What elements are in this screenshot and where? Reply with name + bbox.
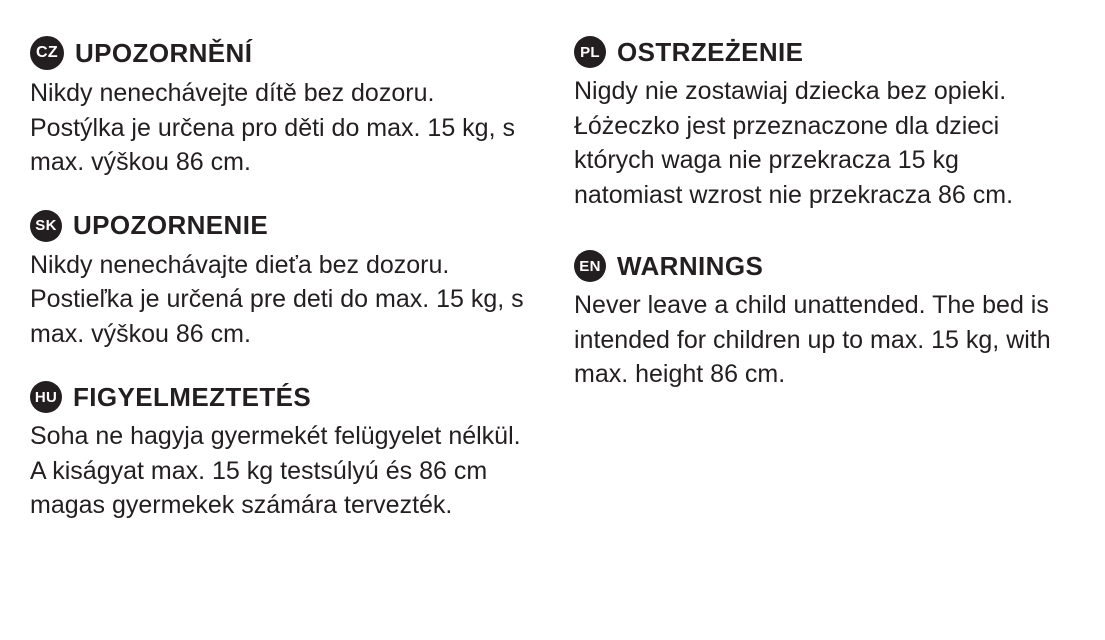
warning-title-cz: UPOZORNĚNÍ: [75, 37, 253, 68]
warning-heading-sk: [30, 210, 530, 242]
warning-heading-cz: [30, 36, 530, 70]
right-column: [574, 36, 1074, 392]
warning-block-en: [574, 250, 1074, 392]
language-badge-pl: PL: [574, 36, 606, 68]
warning-title-en: WARNINGS: [617, 250, 764, 281]
language-badge-sk: SK: [30, 210, 62, 242]
left-column: [30, 36, 530, 523]
column-spacer: [574, 242, 1074, 250]
warning-text-pl: Nigdy nie zostawiaj dziecka bez opieki. Łóżeczko jest przeznaczone dla dzieci których waga nie przekracza 15 kg natomiast wzrost nie przekracza 86 cm.: [574, 77, 1014, 209]
warnings-columns: [30, 36, 1065, 523]
warning-heading-hu: [30, 381, 530, 413]
warning-text-sk: Nikdy nenechávajte dieťa bez dozoru. Postieľka je určená pre deti do max. 15 kg, s max. výškou 86 cm.: [30, 250, 524, 348]
language-badge-hu: HU: [30, 381, 62, 413]
warning-text-cz: Nikdy nenechávejte dítě bez dozoru. Postýlka je určena pro děti do max. 15 kg, s max. výškou 86 cm.: [30, 79, 515, 176]
warning-heading-pl: [574, 36, 1074, 68]
warning-heading-en: [574, 250, 1074, 282]
warning-block-hu: [30, 381, 530, 523]
warning-text-en: Never leave a child unattended. The bed is intended for children up to max. 15 kg, with max. height 86 cm.: [574, 291, 1051, 388]
warning-title-pl: OSTRZEŻENIE: [617, 36, 804, 67]
warning-title-sk: UPOZORNENIE: [73, 210, 269, 241]
language-badge-cz: CZ: [30, 36, 64, 70]
warning-text-hu: Soha ne hagyja gyermekét felügyelet nélkül. A kiságyat max. 15 kg testsúlyú és 86 cm magas gyermekek számára tervezték.: [30, 422, 521, 519]
warning-block-pl: [574, 36, 1074, 212]
language-badge-en: EN: [574, 250, 606, 282]
warning-title-hu: FIGYELMEZTETÉS: [73, 381, 312, 412]
warning-block-sk: [30, 210, 530, 352]
warning-block-cz: [30, 36, 530, 180]
